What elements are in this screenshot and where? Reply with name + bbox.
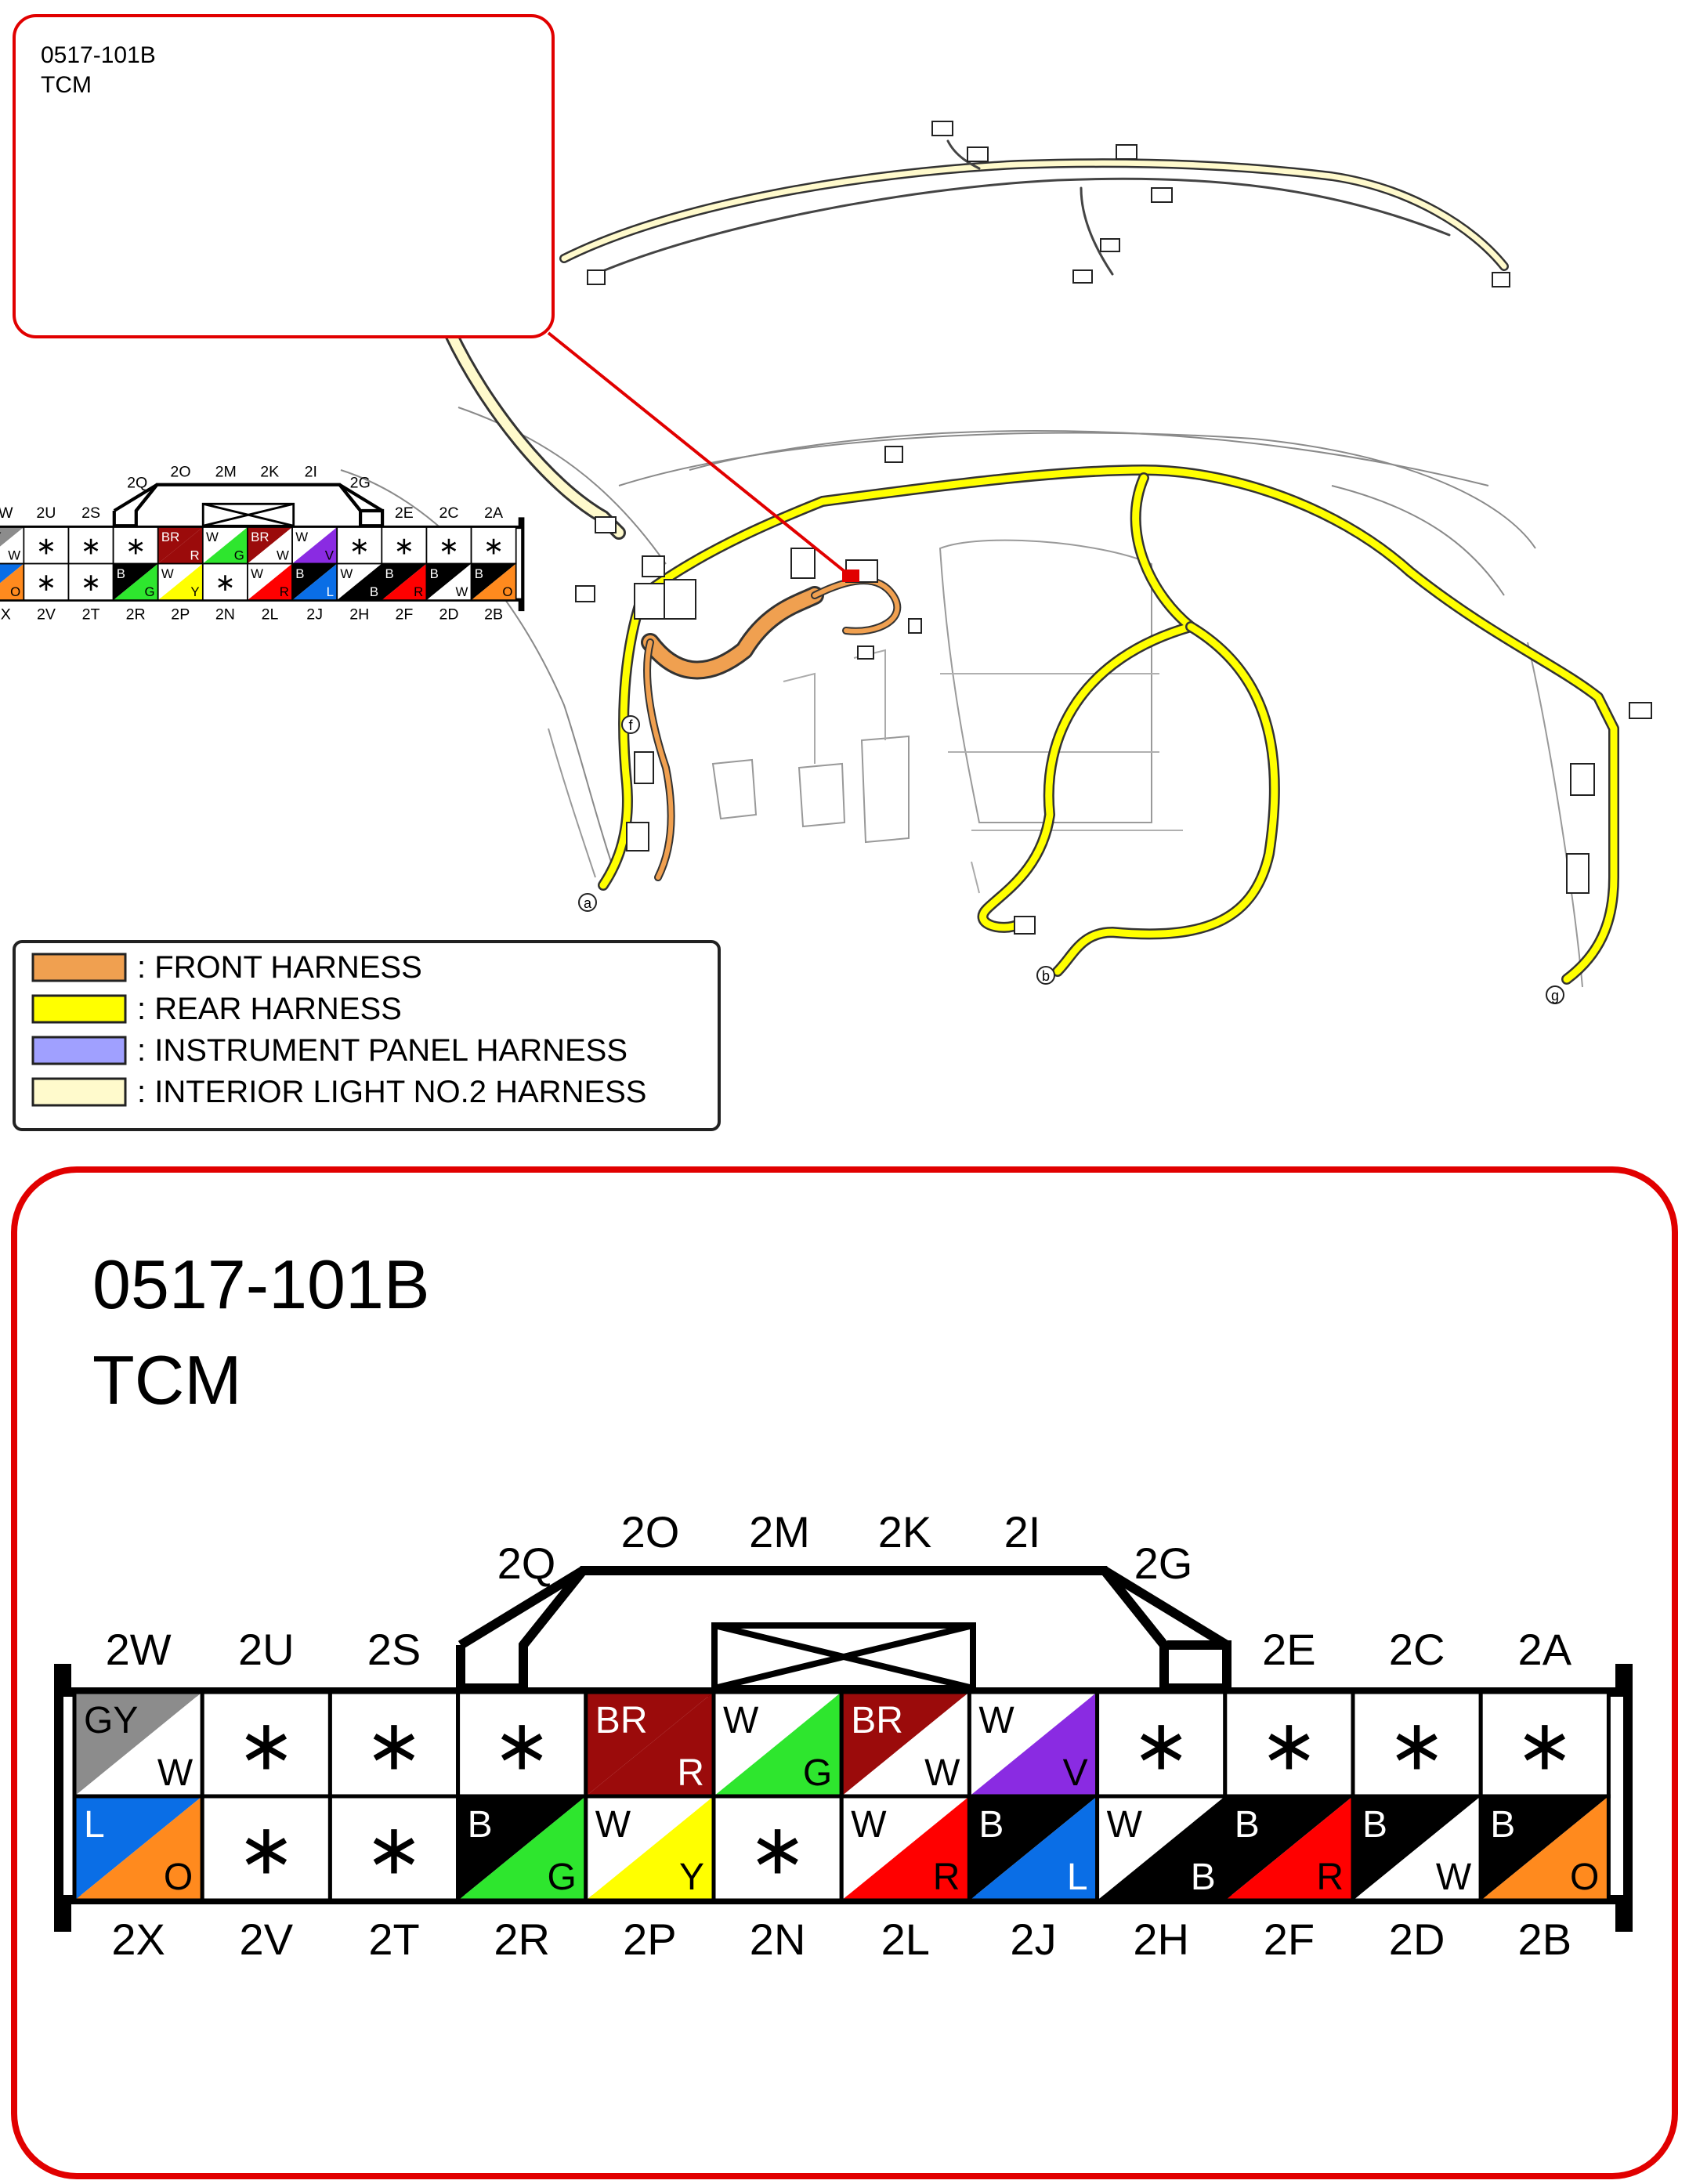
inset-connector-name: TCM (41, 72, 92, 98)
pin-label-top: 2I (1004, 1507, 1041, 1557)
pin-label-bottom: 2J (1010, 1915, 1057, 1964)
location-marker-label: g (1550, 988, 1560, 1003)
pin-unused-mark: ∗ (1259, 1706, 1319, 1785)
wire-color-code-primary: BR (851, 1700, 903, 1741)
legend-item (33, 950, 422, 985)
wire-color-code-primary: B (1490, 1804, 1516, 1846)
wire-color-code-primary: W (595, 1804, 631, 1846)
vehicle-illustration (341, 407, 1582, 987)
connector-pin (202, 1796, 330, 1900)
wire-color-code-primary: W (851, 1804, 887, 1846)
leader-line (548, 333, 850, 576)
harness-legend (14, 942, 719, 1130)
front-harness-illustration (647, 580, 897, 877)
wire-color-code-primary: W (978, 1700, 1014, 1741)
wire-color-code-stripe: R (932, 1857, 960, 1898)
location-marker-g (1546, 986, 1564, 1003)
location-marker-label: b (1041, 968, 1051, 984)
connector-pin (969, 1692, 1097, 1796)
pin-unused-mark: ∗ (364, 1810, 424, 1889)
legend-swatch (33, 1079, 125, 1105)
pin-label-top: 2A (1517, 1625, 1572, 1674)
connector-pin (1098, 1692, 1225, 1796)
connector-pin (1353, 1796, 1481, 1900)
pin-label-top: 2G (1134, 1539, 1193, 1588)
wire-color-code-stripe: W (157, 1752, 193, 1794)
pin-unused-mark: ∗ (747, 1810, 808, 1889)
connector-pin (714, 1692, 841, 1796)
wire-color-code-stripe: G (802, 1752, 833, 1794)
connector-pin (1225, 1796, 1353, 1900)
pin-label-bottom: 2X (111, 1915, 165, 1964)
location-marker-b (1037, 967, 1054, 984)
pin-label-bottom: 2D (1388, 1915, 1445, 1964)
wire-color-code-primary: B (467, 1804, 493, 1846)
wire-color-code-primary: B (978, 1804, 1004, 1846)
pin-label-bottom: 2N (749, 1915, 806, 1964)
wire-color-code-stripe: B (1190, 1857, 1216, 1898)
inset-connector-code: 0517-101B (41, 42, 156, 68)
pin-label-top: 2C (1388, 1625, 1445, 1674)
pin-label-bottom: 2B (1517, 1915, 1572, 1964)
pin-unused-mark: ∗ (1387, 1706, 1447, 1785)
connector-detail-panel (14, 1170, 1675, 2176)
connector-pin (458, 1692, 586, 1796)
pin-label-top: 2E (1262, 1625, 1316, 1674)
pin-label-bottom: 2L (881, 1915, 930, 1964)
wire-color-code-primary: W (1106, 1804, 1142, 1846)
legend-label: : INSTRUMENT PANEL HARNESS (137, 1033, 628, 1068)
pin-label-top: 2M (749, 1507, 810, 1557)
wire-color-code-primary: L (84, 1804, 105, 1846)
location-marker-label: f (628, 718, 633, 733)
wire-color-code-stripe: R (1316, 1857, 1344, 1898)
wire-color-code-primary: W (723, 1700, 759, 1741)
legend-label: : FRONT HARNESS (137, 950, 422, 985)
wire-color-code-primary: GY (84, 1700, 139, 1741)
connector-pin (1098, 1796, 1225, 1900)
pin-unused-mark: ∗ (364, 1706, 424, 1785)
pin-unused-mark: ∗ (492, 1706, 552, 1785)
connector-pin (841, 1796, 969, 1900)
wire-color-code-primary: B (1362, 1804, 1388, 1846)
pin-unused-mark: ∗ (1515, 1706, 1575, 1785)
pin-label-top: 2S (367, 1625, 421, 1674)
legend-item (33, 1075, 647, 1109)
connector-pin (1481, 1692, 1608, 1796)
pin-unused-mark: ∗ (237, 1810, 296, 1889)
pin-label-bottom: 2P (623, 1915, 677, 1964)
connector-pin (458, 1796, 586, 1900)
connector-name: TCM (92, 1341, 242, 1419)
pin-label-top: 2K (877, 1507, 932, 1557)
wire-color-code-stripe: V (1062, 1752, 1088, 1794)
pin-label-top: 2O (620, 1507, 680, 1557)
legend-item (33, 992, 402, 1026)
connector-pin (330, 1796, 458, 1900)
legend-swatch (33, 1037, 125, 1064)
wire-color-code-stripe: O (163, 1857, 193, 1898)
wire-color-code-primary: BR (595, 1700, 648, 1741)
connector-pin (969, 1796, 1097, 1900)
wire-color-code-stripe: W (924, 1752, 960, 1794)
connector-pin (586, 1796, 714, 1900)
wire-color-code-stripe: O (1570, 1857, 1600, 1898)
legend-item (33, 1033, 627, 1068)
legend-swatch (33, 996, 125, 1022)
wire-color-code-primary: B (1234, 1804, 1260, 1846)
pin-label-top: 2U (238, 1625, 295, 1674)
connector-code: 0517-101B (92, 1246, 430, 1323)
connector-pin (1353, 1692, 1481, 1796)
wire-color-code-stripe: L (1066, 1857, 1088, 1898)
legend-label: : REAR HARNESS (137, 992, 402, 1026)
location-marker-f (622, 716, 639, 733)
wire-color-code-stripe: R (677, 1752, 704, 1794)
connector-pin (330, 1692, 458, 1796)
wire-color-code-stripe: Y (678, 1857, 704, 1898)
rear-harness-illustration (603, 470, 1614, 979)
connector-inset-small (0, 16, 553, 623)
connector-pin (74, 1692, 202, 1796)
connector-pin (714, 1796, 841, 1900)
pin-label-bottom: 2F (1263, 1915, 1315, 1964)
pin-label-bottom: 2H (1133, 1915, 1189, 1964)
location-marker-a (579, 894, 596, 911)
location-marker-label: a (583, 895, 592, 911)
pin-label-top: 2W (105, 1625, 172, 1674)
connector-pin (586, 1692, 714, 1796)
legend-label: : INTERIOR LIGHT NO.2 HARNESS (137, 1075, 647, 1109)
connector-pin (841, 1692, 969, 1796)
legend-swatch (33, 954, 125, 981)
pin-label-bottom: 2R (494, 1915, 550, 1964)
wire-color-code-stripe: W (1435, 1857, 1472, 1898)
connector-pin (1481, 1796, 1608, 1900)
interior-light-harness-roof (450, 141, 1504, 533)
wire-color-code-stripe: G (547, 1857, 577, 1898)
pin-unused-mark: ∗ (237, 1706, 296, 1785)
pin-label-top: 2Q (497, 1539, 556, 1588)
pin-label-bottom: 2T (368, 1915, 420, 1964)
connector-pin (1225, 1692, 1353, 1796)
connector-pin (74, 1796, 202, 1900)
harness-connectors (576, 447, 1651, 934)
connector-pin (202, 1692, 330, 1796)
pin-unused-mark: ∗ (1131, 1706, 1191, 1785)
pin-label-bottom: 2V (239, 1915, 294, 1964)
